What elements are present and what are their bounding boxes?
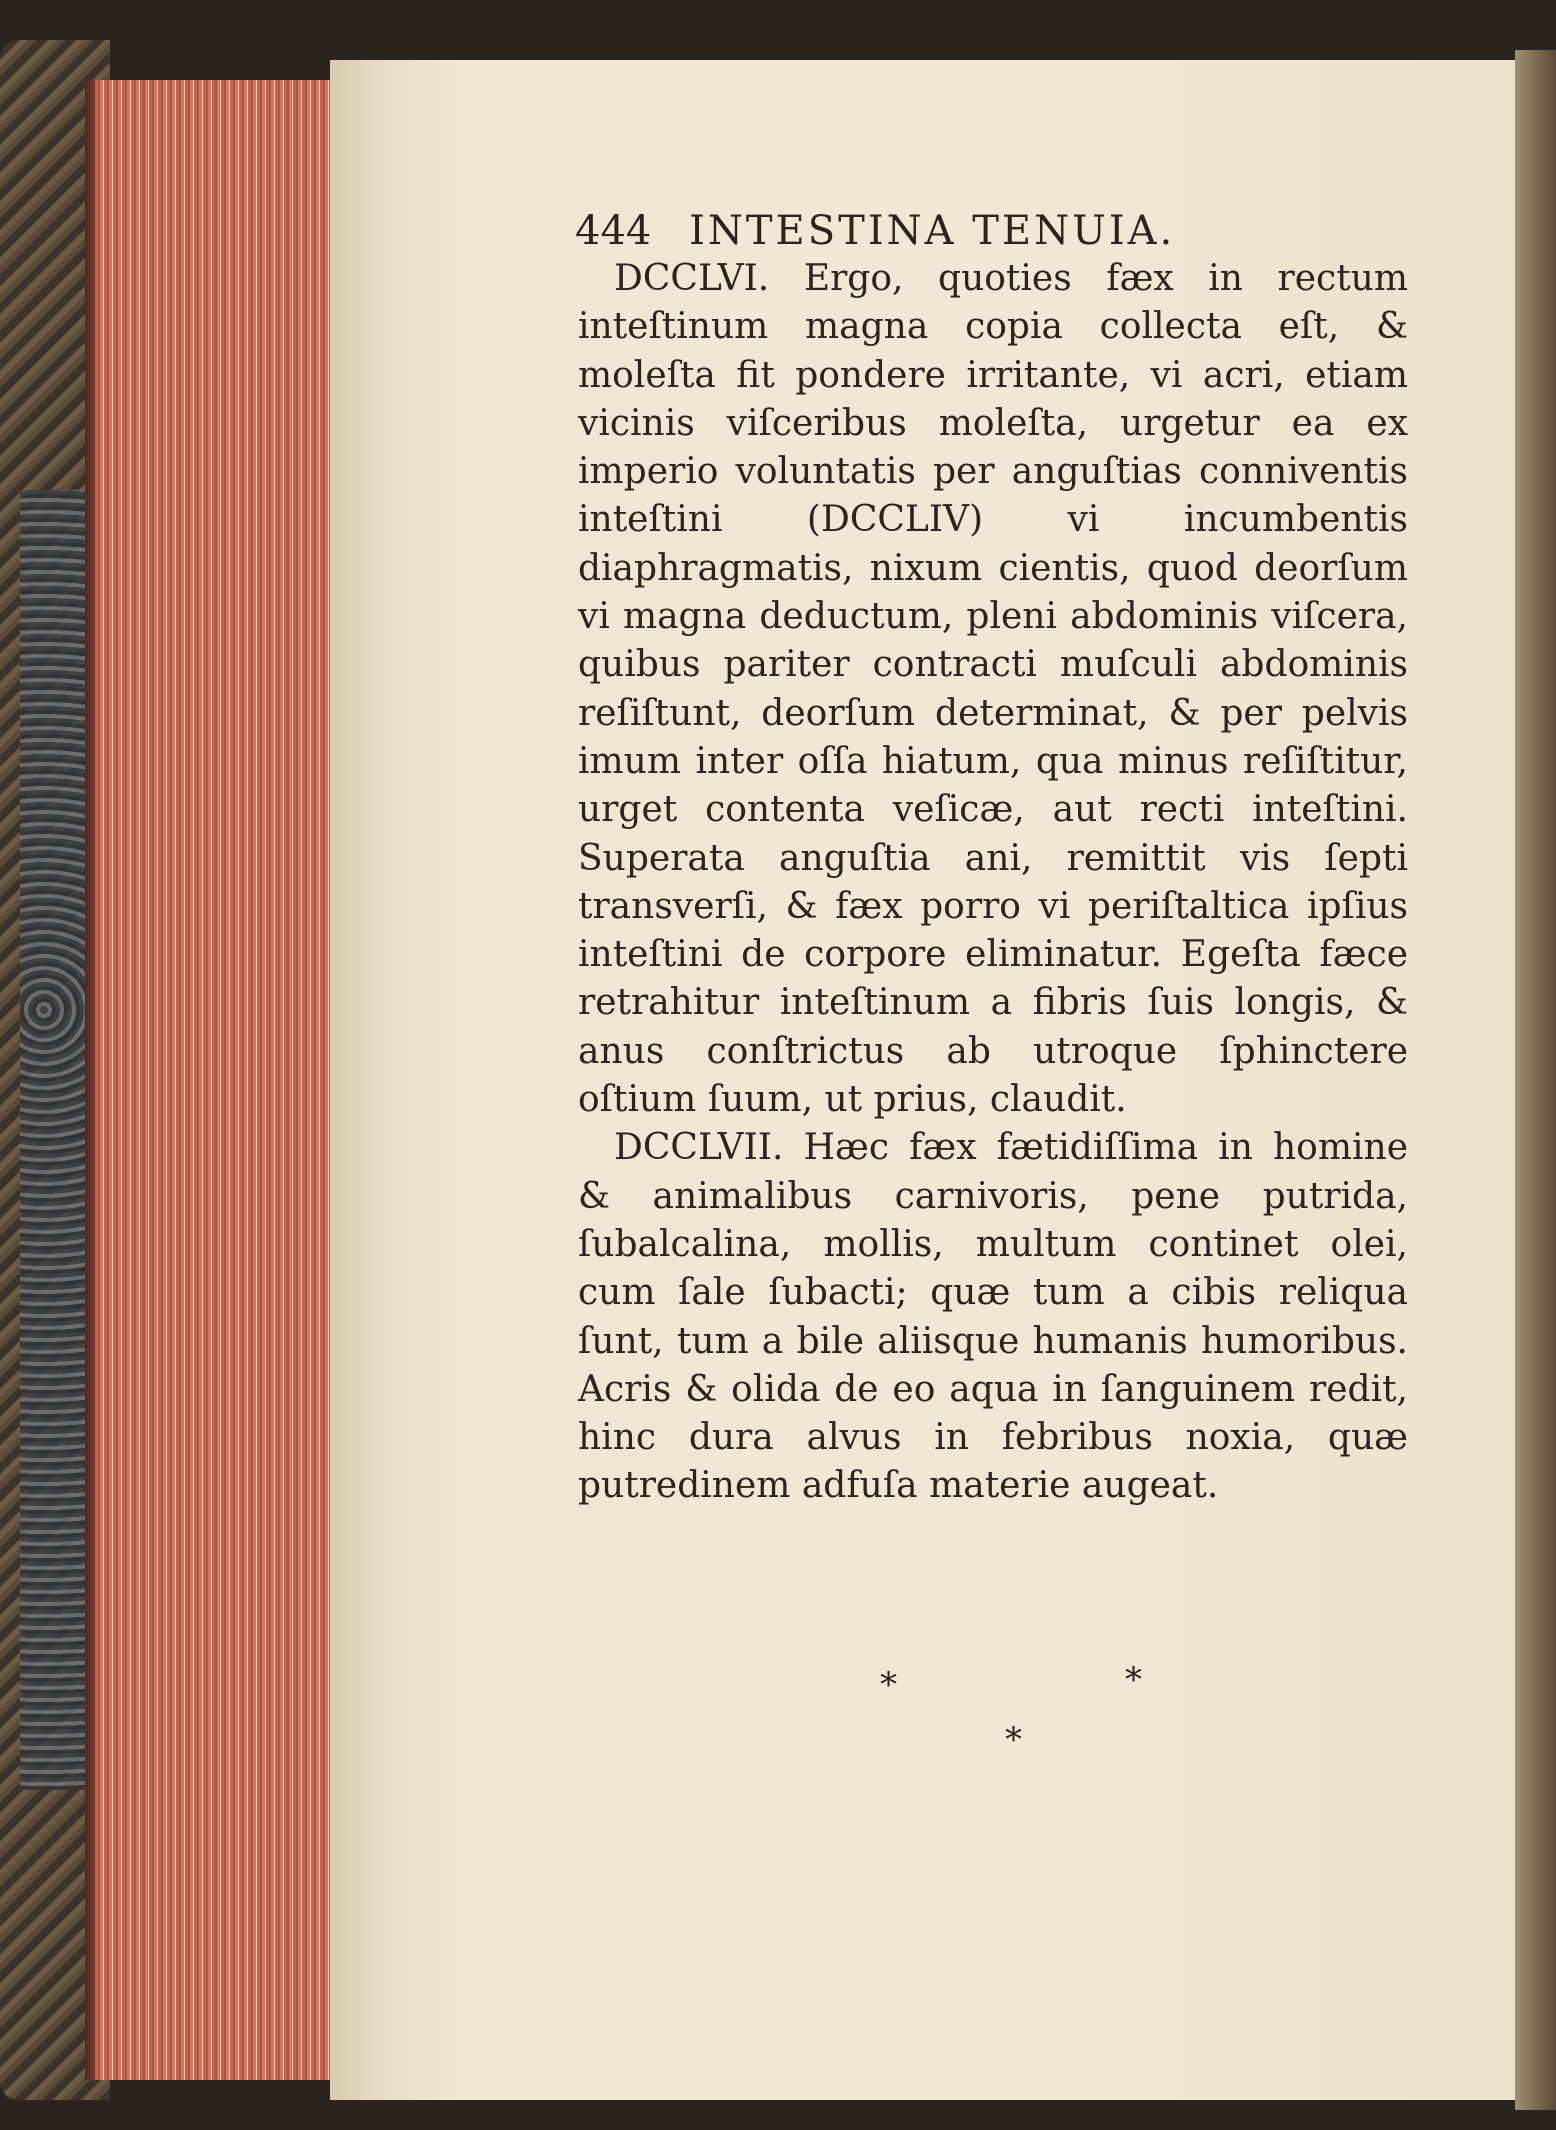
paragraph-text: Ergo, quoties fæx in rectum inteſtinum magna copia collecta eſt, & moleſta fit pondere irritante, vi acri, etiam vicinis viſceribus moleſta, urgetur ea ex imperio voluntatis per anguſtias conniventis inteſtini (DCCLIV) vi incumbentis diaphragmatis, nixum cientis, quod deorſum vi magna deductum, pleni abdominis viſcera, quibus pariter contracti muſculi abdominis reſiſtunt, deorſum determinat, & per pelvis imum inter oſſa hiatum, qua minus reſiſtitur, urget contenta veſicæ, aut recti inteſtini. Superata anguſtia ani, remittit vis ſepti transverſi, & fæx porro vi periſtaltica ipſius inteſtini de corpore eliminatur. Egeſta fæce retrahitur inteſtinum a fibris ſuis longis, & anus conſtrictus ab utroque ſphinctere oſtium ſuum, ut prius, claudit.	[578, 258, 1408, 1121]
asterisk-ornament: *	[1125, 1660, 1142, 1700]
section-number: DCCLVII.	[614, 1127, 784, 1169]
page-number: 444	[575, 208, 652, 254]
asterisk-ornament: *	[1005, 1720, 1022, 1760]
paragraph	[578, 1124, 1408, 1510]
page-body	[578, 255, 1408, 1511]
red-page-edges	[95, 80, 365, 2080]
asterisk-ornament: *	[880, 1665, 897, 1705]
running-head: INTESTINA TENUIA.	[689, 208, 1176, 254]
running-header	[575, 208, 1375, 254]
paragraph	[578, 255, 1408, 1124]
paragraph-text: Hæc fæx fætidiſſima in homine & animalibus carnivoris, pene putrida, ſubalcalina, mollis, multum continet olei, cum ſale ſubacti; quæ tum a cibis reliqua ſunt, tum a bile aliisque humanis humoribus. Acris & olida de eo aqua in ſanguinem redit, hinc dura alvus in febribus noxia, quæ putredinem adfuſa materie augeat.	[578, 1127, 1409, 1507]
facing-page-edge	[1515, 50, 1556, 2110]
section-number: DCCLVI.	[614, 258, 770, 299]
page-gutter	[330, 60, 390, 2100]
